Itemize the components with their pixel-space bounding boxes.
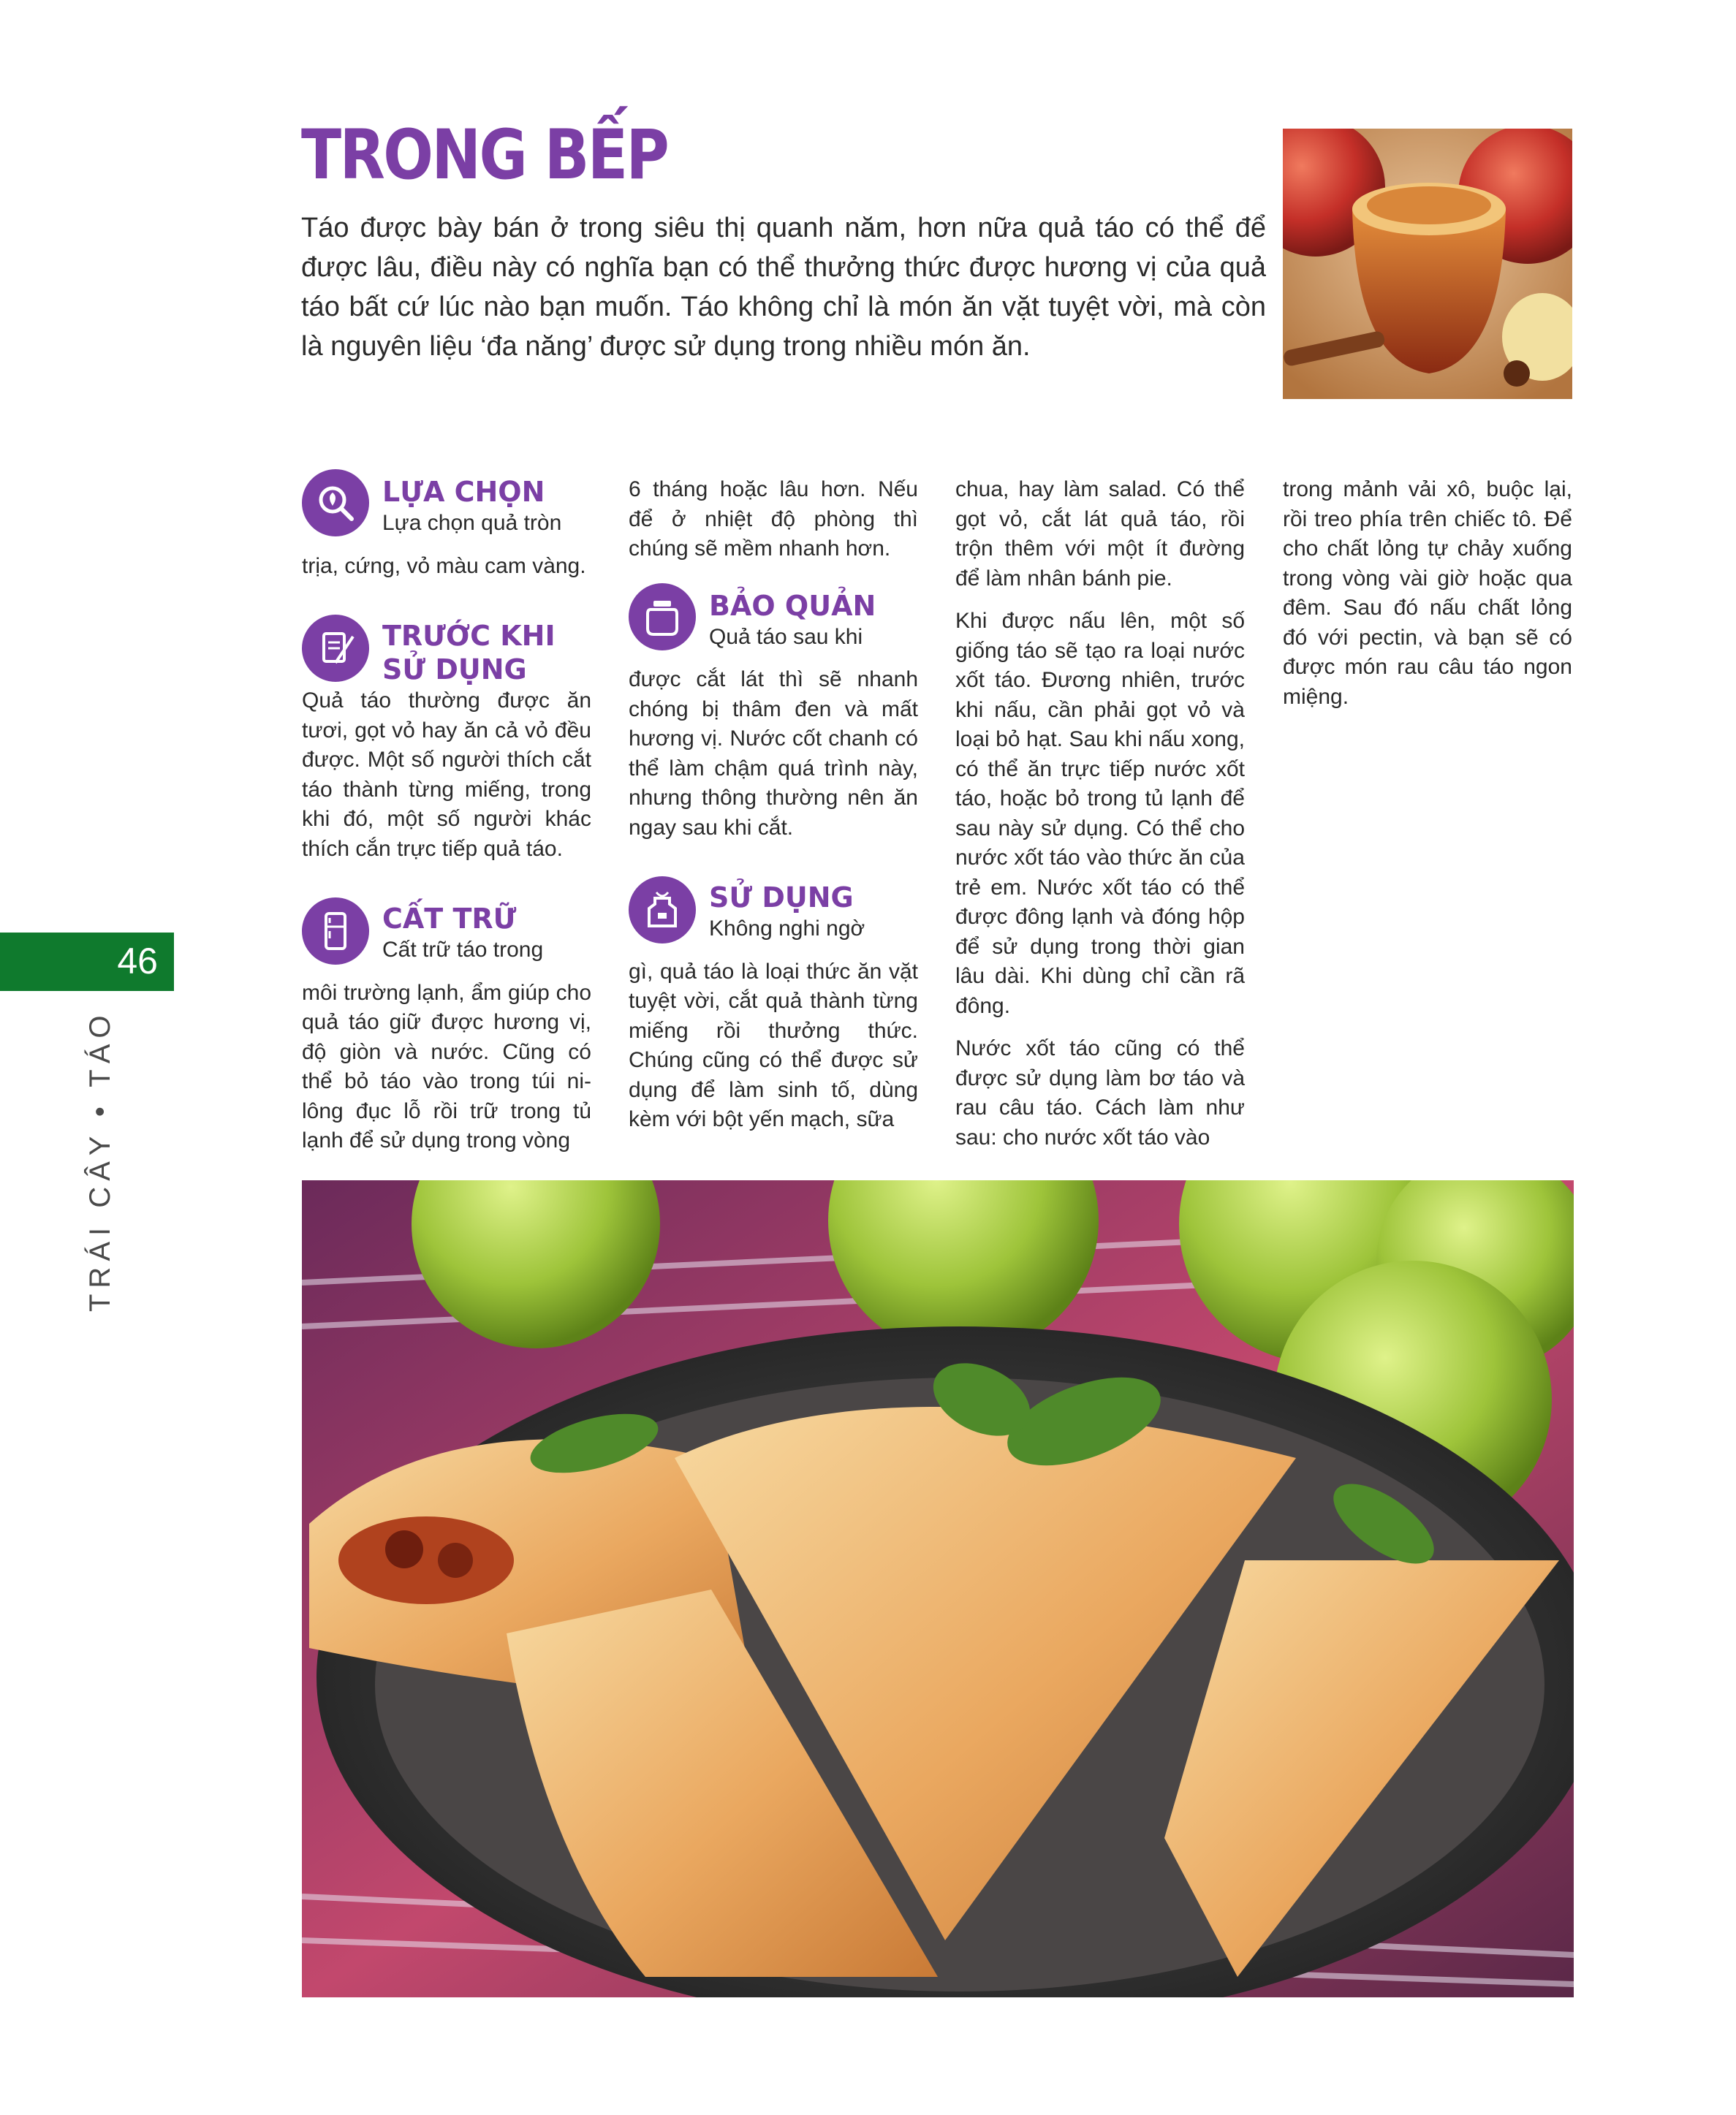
magnifier-apple-icon [302, 469, 369, 536]
col4-paragraph: trong mảnh vải xô, buộc lại, rồi treo phía trên chiếc tô. Để cho chất lỏng tự chảy xuống trong vòng vài giờ hoặc qua đêm. Sau đó nấu chất lỏng đó với pectin, và bạn sẽ có được món rau câu táo ngon miệng. [1283, 477, 1572, 709]
section-heading: SỬ DỤNG [709, 881, 854, 914]
section-body: trịa, cứng, vỏ màu cam vàng. [302, 553, 586, 578]
col2-continued: 6 tháng hoặc lâu hơn. Nếu để ở nhiệt độ phòng thì chúng sẽ mềm nhanh hơn. [629, 477, 918, 561]
section-heading: CẤT TRỮ [382, 903, 517, 935]
section-lead: Cất trữ táo trong [382, 938, 544, 962]
page-number-tab [0, 933, 174, 991]
col3-paragraph: Nước xốt táo cũng có thể được sử dụng làm bơ táo và rau câu táo. Cách làm như sau: cho nước xốt táo vào [955, 1036, 1245, 1150]
section-lead: Không nghi ngờ [709, 916, 865, 941]
section-lua-chon [302, 475, 591, 581]
section-lead: Lựa chọn quả tròn [382, 511, 562, 535]
apple-jam-photo [1283, 129, 1572, 399]
section-body: Quả táo thường được ăn tươi, gọt vỏ hay ăn cả vỏ đều được. Một số người thích cắt táo thành từng miếng, trong khi đó, một số người khác thích cắn trực tiếp quả táo. [302, 688, 591, 861]
section-heading: LỰA CHỌN [382, 476, 545, 508]
section-truoc-khi [302, 619, 591, 864]
refrigerator-icon [302, 897, 369, 965]
apple-turnover-photo [302, 1180, 1574, 1997]
jar-icon [629, 583, 696, 650]
section-body: môi trường lạnh, ẩm giúp cho quả táo giữ được hương vị, độ giòn và nước. Cũng có thể bỏ táo vào trong túi ni-lông đục lỗ rồi trữ trong tủ lạnh để sử dụng trong vòng [302, 980, 591, 1153]
section-su-dung [629, 881, 918, 1135]
section-cat-tru [302, 902, 591, 1156]
section-heading: TRƯỚC KHI SỬ DỤNG [382, 620, 556, 686]
chapter-side-label: TRÁI CÂY • TÁO [84, 1009, 116, 1312]
intro-paragraph: Táo được bày bán ở trong siêu thị quanh năm, hơn nữa quả táo có thể để được lâu, điều này có nghĩa bạn có thể thưởng thức được hương vị của quả táo bất cứ lúc nào bạn muốn. Táo không chỉ là món ăn vặt tuyệt vời, mà còn là nguyên liệu ‘đa năng’ được sử dụng trong nhiều món ăn. [301, 213, 1266, 362]
apron-icon [629, 876, 696, 943]
section-body: gì, quả táo là loại thức ăn vặt tuyệt vời, cắt quả thành từng miếng rồi thưởng thức. Chúng cũng có thể được sử dụng để làm sinh tố, dùng kèm với bột yến mạch, sữa [629, 959, 918, 1131]
section-lead: Quả táo sau khi [709, 624, 863, 649]
section-heading: BẢO QUẢN [709, 589, 876, 622]
page-title: TRONG BẾP [301, 115, 668, 195]
col3-paragraph: Khi được nấu lên, một số giống táo sẽ tạo ra loại nước xốt táo. Đương nhiên, trước khi nấu, cần phải gọt vỏ và loại bỏ hạt. Sau khi nấu xong, có thể ăn trực tiếp nước xốt táo, hoặc bỏ trong tủ lạnh để sau này sử dụng. Có thể cho nước xốt táo vào thức ăn của trẻ em. Nước xốt táo có thể được đông lạnh và đóng hộp để sử dụng trong thời gian lâu dài. Khi dùng chỉ cần rã đông. [955, 609, 1245, 1018]
col3-paragraph: chua, hay làm salad. Có thể gọt vỏ, cắt lát quả táo, rồi trộn thêm với một ít đường để làm nhân bánh pie. [955, 477, 1245, 591]
section-body: được cắt lát thì sẽ nhanh chóng bị thâm đen và mất hương vị. Nước cốt chanh có thể làm chậm quá trình này, nhưng thông thường nên ăn ngay sau khi cắt. [629, 667, 918, 840]
section-bao-quan [629, 589, 918, 843]
page-number: 46 [117, 941, 158, 981]
notepad-knife-icon [302, 615, 369, 682]
